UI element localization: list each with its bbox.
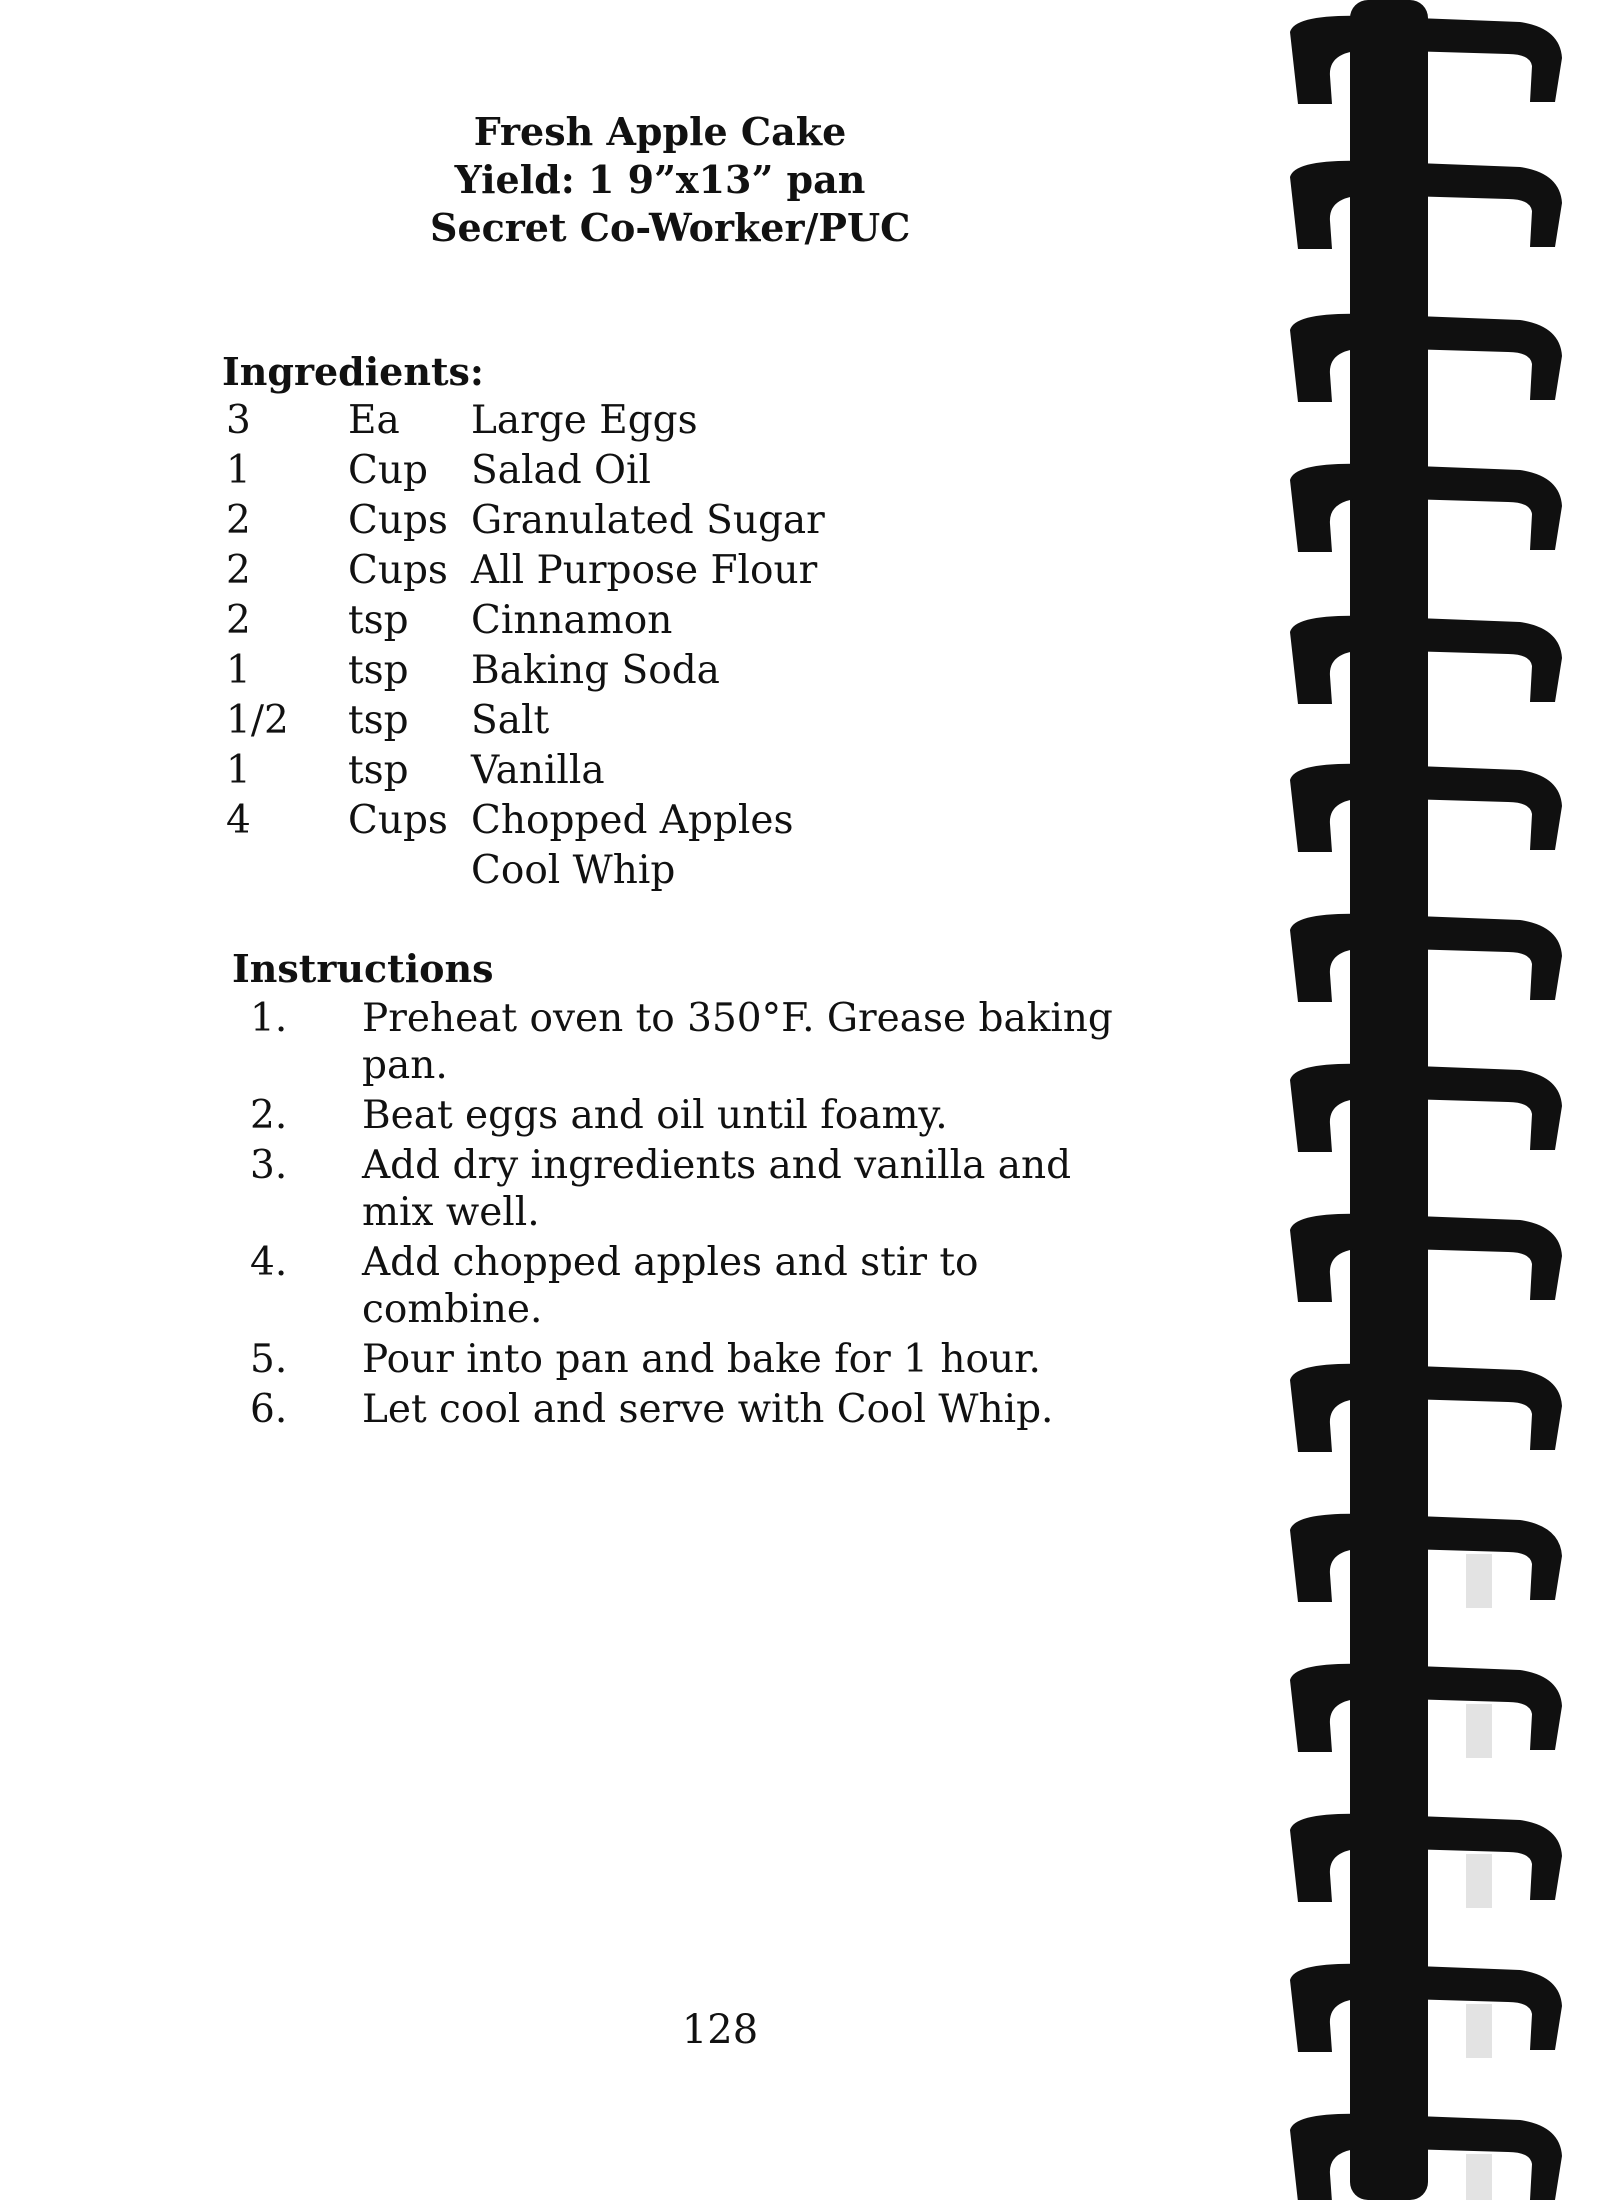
binding-glint — [1466, 1554, 1492, 1608]
ingredient-quantity: 2 — [226, 598, 251, 643]
ingredient-name: All Purpose Flour — [471, 548, 818, 593]
step-text: Add dry ingredients and vanilla and mix well. — [362, 1143, 1072, 1235]
step-text: Pour into pan and bake for 1 hour. — [362, 1337, 1041, 1382]
binding-glint — [1466, 2004, 1492, 2058]
ingredient-unit: Ea — [348, 398, 400, 443]
ingredient-row — [226, 396, 876, 446]
ingredient-name: Salad Oil — [471, 448, 651, 493]
instruction-list — [250, 995, 1150, 1436]
step-text: Add chopped apples and stir to combine. — [362, 1240, 979, 1332]
instructions-heading: Instructions — [232, 946, 494, 991]
step-number: 2. — [250, 1093, 288, 1138]
binding-glint — [1466, 1704, 1492, 1758]
binding-glint — [1466, 1854, 1492, 1908]
page-number: 128 — [681, 2007, 759, 2053]
binding-rings — [1290, 0, 1562, 2200]
ingredient-row — [226, 696, 876, 746]
ingredient-unit: Cups — [348, 798, 448, 843]
recipe-yield: Yield: 1 9”x13” pan — [454, 157, 866, 202]
ingredient-unit: Cups — [348, 498, 448, 543]
ingredient-name: Cinnamon — [471, 598, 673, 643]
ingredient-quantity: 3 — [226, 398, 251, 443]
comb-binding — [1270, 0, 1617, 2200]
instruction-step — [250, 1142, 1150, 1236]
step-number: 3. — [250, 1143, 288, 1188]
ingredient-unit: Cups — [348, 548, 448, 593]
instruction-step — [250, 1239, 1150, 1333]
ingredient-row — [226, 596, 876, 646]
recipe-source: Secret Co-Worker/PUC — [430, 205, 911, 250]
ingredient-unit: Cup — [348, 448, 428, 493]
instruction-step — [250, 1336, 1150, 1383]
ingredient-row — [226, 646, 876, 696]
step-number: 4. — [250, 1240, 288, 1285]
ingredient-quantity: 1 — [226, 748, 251, 793]
step-text: Let cool and serve with Cool Whip. — [362, 1387, 1054, 1432]
ingredient-unit: tsp — [348, 698, 409, 743]
ingredient-row — [226, 496, 876, 546]
ingredient-name: Salt — [471, 698, 550, 743]
step-number: 1. — [250, 996, 288, 1041]
ingredient-name: Vanilla — [471, 748, 605, 793]
ingredients-heading: Ingredients: — [222, 349, 484, 394]
ingredient-name: Granulated Sugar — [471, 498, 825, 543]
step-text: Preheat oven to 350°F. Grease baking pan. — [362, 996, 1113, 1088]
ingredient-row — [226, 846, 876, 896]
ingredient-list — [226, 396, 876, 896]
ingredient-quantity: 2 — [226, 498, 251, 543]
ingredient-quantity: 1/2 — [226, 698, 289, 743]
instruction-step — [250, 1386, 1150, 1433]
ingredient-quantity: 4 — [226, 798, 251, 843]
ingredient-row — [226, 796, 876, 846]
binding-glint — [1466, 2154, 1492, 2200]
ingredient-quantity: 1 — [226, 448, 251, 493]
instruction-step — [250, 1092, 1150, 1139]
step-number: 5. — [250, 1337, 288, 1382]
ingredient-name: Large Eggs — [471, 398, 698, 443]
recipe-header — [430, 108, 911, 252]
ingredient-unit: tsp — [348, 748, 409, 793]
ingredient-row — [226, 446, 876, 496]
ingredient-unit: tsp — [348, 648, 409, 693]
ingredient-row — [226, 546, 876, 596]
ingredient-row — [226, 746, 876, 796]
ingredient-unit: tsp — [348, 598, 409, 643]
step-number: 6. — [250, 1387, 288, 1432]
recipe-title: Fresh Apple Cake — [473, 109, 847, 154]
ingredient-quantity: 2 — [226, 548, 251, 593]
ingredient-name: Cool Whip — [471, 848, 676, 893]
step-text: Beat eggs and oil until foamy. — [362, 1093, 948, 1138]
ingredient-name: Baking Soda — [471, 648, 720, 693]
ingredient-name: Chopped Apples — [471, 798, 794, 843]
ingredient-quantity: 1 — [226, 648, 251, 693]
instruction-step — [250, 995, 1150, 1089]
